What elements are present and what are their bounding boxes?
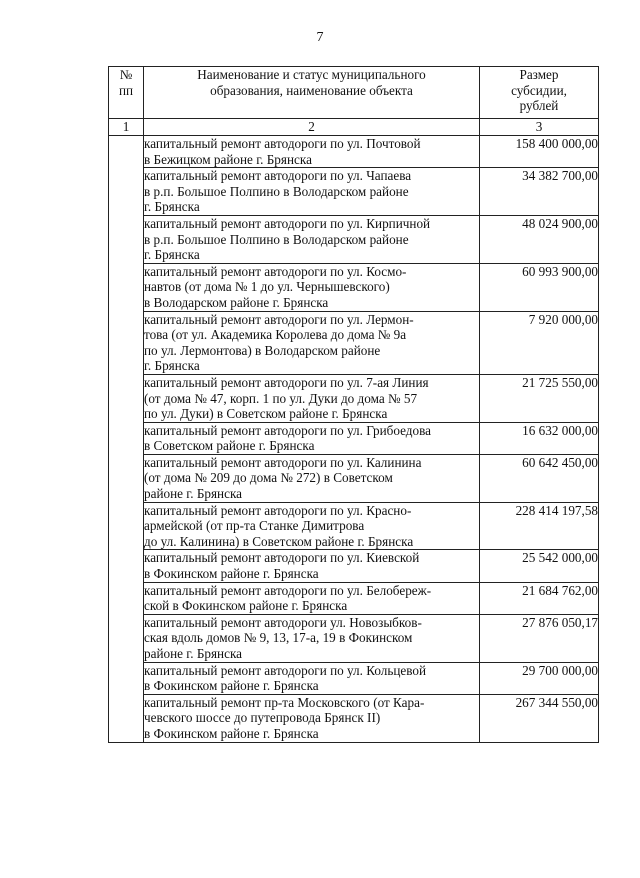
subsidy-amount-cell: 48 024 900,00 <box>480 215 599 263</box>
row-number-cell <box>109 311 144 374</box>
column-index-1: 1 <box>109 119 144 136</box>
subsidy-amount-cell: 228 414 197,58 <box>480 502 599 550</box>
object-name-cell: капитальный ремонт автодороги по ул. Космо- навтов (от дома № 1 до ул. Чернышевского) в Володарском районе г. Брянска <box>144 263 480 311</box>
object-name-cell: капитальный ремонт автодороги по ул. Киевской в Фокинском районе г. Брянска <box>144 550 480 582</box>
row-number-cell <box>109 694 144 742</box>
header-amount-column: Размер субсидии, рублей <box>480 67 599 119</box>
table-row <box>109 168 599 216</box>
table-row <box>109 311 599 374</box>
object-name-cell: капитальный ремонт автодороги по ул. 7-ая Линия (от дома № 47, корп. 1 по ул. Дуки до дома № 57 по ул. Дуки) в Советском районе г. Брянска <box>144 374 480 422</box>
table-row <box>109 136 599 168</box>
page-number: 7 <box>316 30 324 45</box>
row-number-cell <box>109 136 144 168</box>
object-name-cell: капитальный ремонт пр-та Московского (от Кара- чевского шоссе до путепровода Брянск II) в Фокинском районе г. Брянска <box>144 694 480 742</box>
row-number-cell <box>109 374 144 422</box>
table-row <box>109 454 599 502</box>
table-row <box>109 614 599 662</box>
subsidy-amount-cell: 7 920 000,00 <box>480 311 599 374</box>
row-number-cell <box>109 614 144 662</box>
row-number-cell <box>109 502 144 550</box>
object-name-cell: капитальный ремонт автодороги по ул. Чапаева в р.п. Большое Полпино в Володарском районе г. Брянска <box>144 168 480 216</box>
object-name-cell: капитальный ремонт автодороги по ул. Красно- армейской (от пр-та Станке Димитрова до ул. Калинина) в Советском районе г. Брянска <box>144 502 480 550</box>
table-header-row <box>109 67 599 119</box>
object-name-cell: капитальный ремонт автодороги по ул. Почтовой в Бежицком районе г. Брянска <box>144 136 480 168</box>
table-row <box>109 502 599 550</box>
row-number-cell <box>109 550 144 582</box>
table-row <box>109 582 599 614</box>
subsidy-table <box>108 66 599 743</box>
row-number-cell <box>109 215 144 263</box>
column-index-3: 3 <box>480 119 599 136</box>
table-row <box>109 374 599 422</box>
header-name-column: Наименование и статус муниципального образования, наименование объекта <box>144 67 480 119</box>
object-name-cell: капитальный ремонт автодороги по ул. Кольцевой в Фокинском районе г. Брянска <box>144 662 480 694</box>
row-number-cell <box>109 263 144 311</box>
subsidy-amount-cell: 16 632 000,00 <box>480 422 599 454</box>
subsidy-amount-cell: 158 400 000,00 <box>480 136 599 168</box>
table-row <box>109 422 599 454</box>
subsidy-amount-cell: 27 876 050,17 <box>480 614 599 662</box>
subsidy-amount-cell: 60 642 450,00 <box>480 454 599 502</box>
object-name-cell: капитальный ремонт автодороги по ул. Калинина (от дома № 209 до дома № 272) в Советском районе г. Брянска <box>144 454 480 502</box>
object-name-cell: капитальный ремонт автодороги по ул. Лермон- това (от ул. Академика Королева до дома № 9а по ул. Лермонтова) в Володарском районе г. Брянска <box>144 311 480 374</box>
row-number-cell <box>109 662 144 694</box>
subsidy-amount-cell: 60 993 900,00 <box>480 263 599 311</box>
column-index-row <box>109 119 599 136</box>
object-name-cell: капитальный ремонт автодороги ул. Новозыбков- ская вдоль домов № 9, 13, 17-а, 19 в Фокинском районе г. Брянска <box>144 614 480 662</box>
subsidy-amount-cell: 267 344 550,00 <box>480 694 599 742</box>
subsidy-amount-cell: 25 542 000,00 <box>480 550 599 582</box>
table-row <box>109 662 599 694</box>
object-name-cell: капитальный ремонт автодороги по ул. Кирпичной в р.п. Большое Полпино в Володарском районе г. Брянска <box>144 215 480 263</box>
subsidy-amount-cell: 21 725 550,00 <box>480 374 599 422</box>
table-row <box>109 550 599 582</box>
row-number-cell <box>109 422 144 454</box>
header-number-column: № пп <box>109 67 144 119</box>
table-row <box>109 215 599 263</box>
row-number-cell <box>109 582 144 614</box>
subsidy-amount-cell: 34 382 700,00 <box>480 168 599 216</box>
table-row <box>109 263 599 311</box>
column-index-2: 2 <box>144 119 480 136</box>
subsidy-amount-cell: 29 700 000,00 <box>480 662 599 694</box>
subsidy-amount-cell: 21 684 762,00 <box>480 582 599 614</box>
table-row <box>109 694 599 742</box>
object-name-cell: капитальный ремонт автодороги по ул. Белобереж- ской в Фокинском районе г. Брянска <box>144 582 480 614</box>
object-name-cell: капитальный ремонт автодороги по ул. Грибоедова в Советском районе г. Брянска <box>144 422 480 454</box>
row-number-cell <box>109 454 144 502</box>
table-body <box>109 136 599 743</box>
row-number-cell <box>109 168 144 216</box>
